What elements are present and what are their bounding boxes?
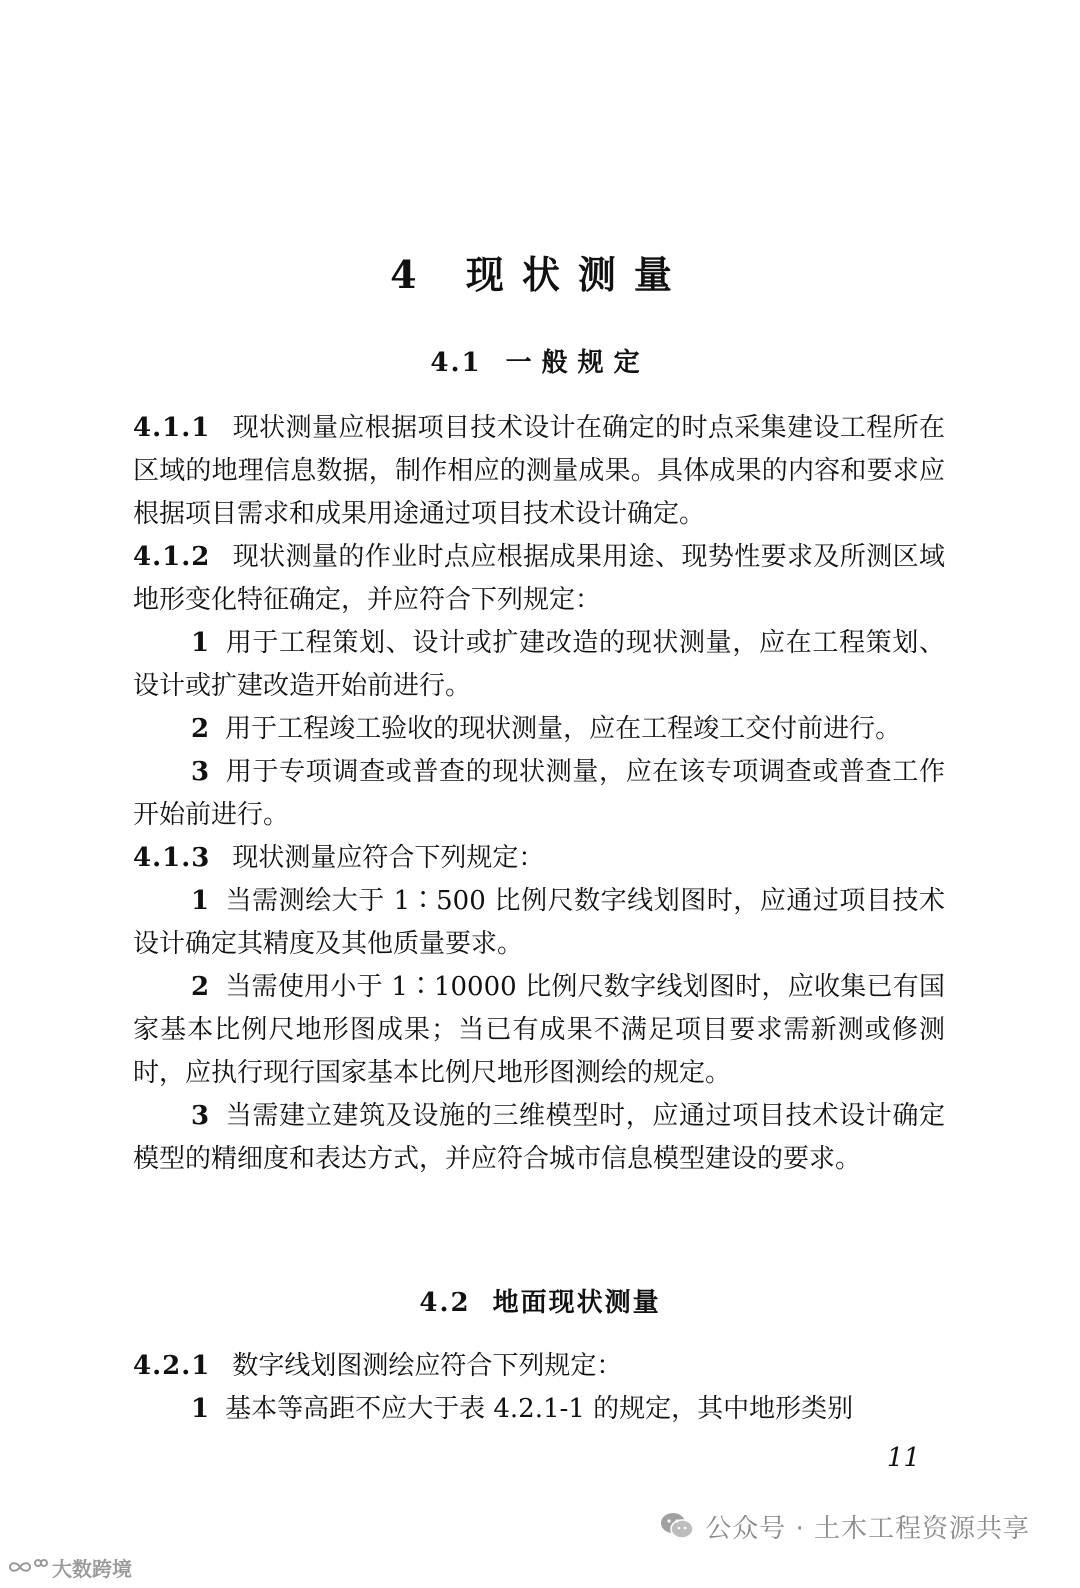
- section-title-text: 地面现状测量: [492, 1288, 661, 1318]
- clause-text: 数字线划图测绘应符合下列规定：: [232, 1351, 623, 1381]
- list-item: [133, 1388, 945, 1431]
- section-number: 4.1: [430, 348, 482, 378]
- item-number: 1: [191, 1394, 210, 1424]
- item-number: 3: [191, 1101, 210, 1131]
- item-number: 2: [191, 972, 210, 1002]
- clause-text: 现状测量的作业时点应根据成果用途、现势性要求及所测区域地形变化特征确定，并应符合下列规定：: [133, 542, 945, 615]
- section-heading-4-2: [0, 1283, 1080, 1323]
- item-text: 用于工程竣工验收的现状测量，应在工程竣工交付前进行。: [225, 714, 902, 744]
- item-number: 2: [191, 714, 210, 744]
- brand-watermark-text: 大数跨境: [52, 1556, 132, 1581]
- clause-number: 4.2.1: [133, 1351, 211, 1381]
- section-4-2-body: [133, 1345, 945, 1431]
- clause-4-1-3: [133, 837, 945, 880]
- list-item: [133, 1095, 945, 1181]
- item-text: 基本等高距不应大于表 4.2.1-1 的规定，其中地形类别: [225, 1394, 854, 1424]
- clause-number: 4.1.2: [133, 542, 211, 572]
- item-text: 当需使用小于 1∶10000 比例尺数字线划图时，应收集已有国家基本比例尺地形图成果；当已有成果不满足项目要求需新测或修测时，应执行现行国家基本比例尺地形图测绘的规定。: [133, 972, 945, 1088]
- clause-4-2-1: [133, 1345, 945, 1388]
- clause-4-1-2: [133, 536, 945, 622]
- list-item: [133, 751, 945, 837]
- item-text: 用于专项调查或普查的现状测量，应在该专项调查或普查工作开始前进行。: [133, 757, 945, 830]
- clause-text: 现状测量应根据项目技术设计在确定的时点采集建设工程所在区域的地理信息数据，制作相应的测量成果。具体成果的内容和要求应根据项目需求和成果用途通过项目技术设计确定。: [133, 413, 945, 529]
- wechat-icon: [659, 1511, 695, 1541]
- item-number: 1: [191, 628, 210, 658]
- section-heading-4-1: [0, 343, 1080, 383]
- list-item: [133, 966, 945, 1095]
- chapter-title: 4 现状测量: [390, 252, 690, 297]
- brand-watermark: [6, 1552, 132, 1582]
- infinity-logo-icon: [6, 1555, 48, 1579]
- list-item: [133, 880, 945, 966]
- section-number: 4.2: [419, 1288, 471, 1318]
- item-text: 当需测绘大于 1∶500 比例尺数字线划图时，应通过项目技术设计确定其精度及其他质量要求。: [133, 886, 945, 959]
- section-title-text: 一般规定: [505, 348, 650, 378]
- clause-number: 4.1.1: [133, 413, 211, 443]
- list-item: [133, 622, 945, 708]
- item-number: 3: [191, 757, 210, 787]
- item-text: 当需建立建筑及设施的三维模型时，应通过项目技术设计确定模型的精细度和表达方式，并应符合城市信息模型建设的要求。: [133, 1101, 945, 1174]
- section-4-1-body: [133, 407, 945, 1181]
- page-number: 11: [886, 1443, 920, 1473]
- clause-number: 4.1.3: [133, 843, 211, 873]
- clause-text: 现状测量应符合下列规定：: [232, 843, 545, 873]
- list-item: [133, 708, 945, 751]
- item-text: 用于工程策划、设计或扩建改造的现状测量，应在工程策划、设计或扩建改造开始前进行。: [133, 628, 945, 701]
- clause-4-1-1: [133, 407, 945, 536]
- wechat-watermark-text: 公众号 · 土木工程资源共享: [705, 1513, 1030, 1544]
- wechat-watermark: [659, 1507, 1030, 1545]
- item-number: 1: [191, 886, 210, 916]
